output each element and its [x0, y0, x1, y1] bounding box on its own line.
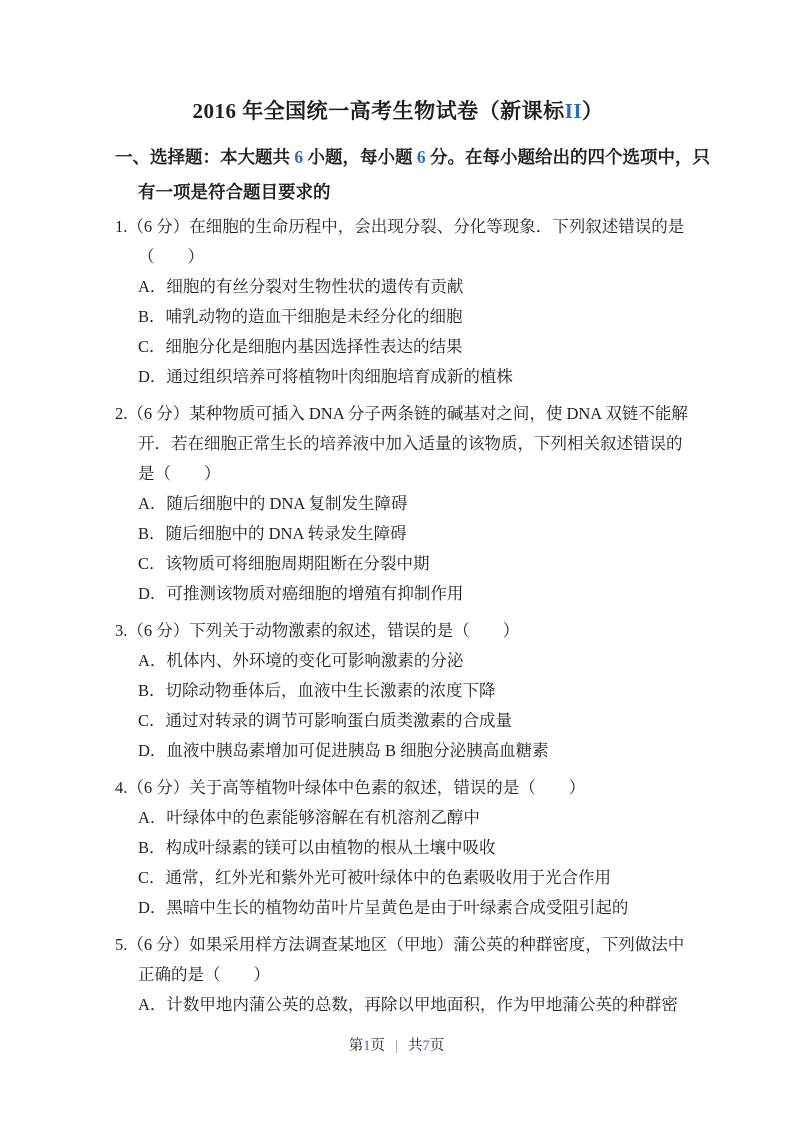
option-line: D．血液中胰岛素增加可促进胰岛 B 细胞分泌胰高血糖素 — [138, 741, 549, 760]
section-header-text: 小题，每小题 — [303, 147, 417, 167]
footer-total-label: 共 — [407, 1038, 423, 1054]
option-line: A．随后细胞中的 DNA 复制发生障碍 — [138, 494, 408, 513]
question-stem-line: 3.（6 分）下列关于动物激素的叙述，错误的是（ ） — [115, 621, 520, 640]
page-title — [115, 96, 681, 126]
question-block — [115, 616, 681, 766]
option-line: D．可推测该物质对癌细胞的增殖有抑制作用 — [138, 584, 464, 603]
option-line: C．通过对转录的调节可影响蛋白质类激素的合成量 — [138, 711, 513, 730]
option-line: B．随后细胞中的 DNA 转录发生障碍 — [138, 524, 407, 543]
option-line: A．细胞的有丝分裂对生物性状的遗传有贡献 — [138, 277, 464, 296]
footer-page-label: 第 — [348, 1038, 364, 1054]
question-count: 6 — [294, 147, 304, 167]
question-stem-line: （ ） — [138, 247, 204, 266]
footer-total-label-suffix: 页 — [429, 1038, 445, 1054]
section-header — [115, 140, 710, 210]
section-header-text: 一、选择题：本大题共 — [115, 147, 295, 167]
question-block — [115, 930, 685, 1020]
option-line: B．构成叶绿素的镁可以由植物的根从土壤中吸收 — [138, 838, 496, 857]
question-block — [115, 212, 685, 392]
question-block — [115, 399, 688, 609]
footer-total-pages: 7 — [422, 1038, 430, 1054]
section-header-text: 分。在每小题给出的四个选项中，只 — [425, 147, 710, 167]
question-stem-line: 2.（6 分）某种物质可插入 DNA 分子两条链的碱基对之间，使 DNA 双链不能解 — [115, 404, 688, 423]
option-line: D．通过组织培养可将植物叶肉细胞培育成新的植株 — [138, 367, 513, 386]
option-line: B．切除动物垂体后，血液中生长激素的浓度下降 — [138, 681, 496, 700]
option-line: A．计数甲地内蒲公英的总数，再除以甲地面积，作为甲地蒲公英的种群密 — [138, 995, 678, 1014]
section-header-line-1 — [115, 140, 710, 175]
questions-list — [115, 212, 688, 1020]
option-line: A．机体内、外环境的变化可影响激素的分泌 — [138, 651, 464, 670]
option-line: C．通常，红外光和紫外光可被叶绿体中的色素吸收用于光合作用 — [138, 868, 612, 887]
question-stem-line: 是（ ） — [138, 464, 221, 483]
title-text: 2016 年全国统一高考生物试卷（新课标 — [192, 99, 565, 123]
option-line: C．该物质可将细胞周期阻断在分裂中期 — [138, 554, 430, 573]
page-footer — [0, 1036, 793, 1056]
footer-page-number: 1 — [363, 1038, 371, 1054]
option-line: D．黑暗中生长的植物幼苗叶片呈黄色是由于叶绿素合成受阻引起的 — [138, 898, 629, 917]
footer-separator: | — [395, 1038, 398, 1054]
points-per-question: 6 — [416, 147, 426, 167]
footer-page-label-suffix: 页 — [370, 1038, 386, 1054]
title-roman-numeral: II — [564, 99, 583, 123]
question-block — [115, 773, 681, 923]
title-closing-paren: ） — [582, 99, 604, 123]
question-stem-line: 正确的是（ ） — [138, 965, 270, 984]
option-line: A．叶绿体中的色素能够溶解在有机溶剂乙醇中 — [138, 808, 480, 827]
question-stem-line: 1.（6 分）在细胞的生命历程中，会出现分裂、分化等现象．下列叙述错误的是 — [115, 217, 685, 236]
question-stem-line: 5.（6 分）如果采用样方法调查某地区（甲地）蒲公英的种群密度，下列做法中 — [115, 935, 685, 954]
option-line: C．细胞分化是细胞内基因选择性表达的结果 — [138, 337, 463, 356]
option-line: B．哺乳动物的造血干细胞是未经分化的细胞 — [138, 307, 463, 326]
section-header-line-2: 有一项是符合题目要求的 — [138, 182, 331, 202]
question-stem-line: 开．若在细胞正常生长的培养液中加入适量的该物质，下列相关叙述错误的 — [138, 434, 683, 453]
question-stem-line: 4.（6 分）关于高等植物叶绿体中色素的叙述，错误的是（ ） — [115, 778, 586, 797]
